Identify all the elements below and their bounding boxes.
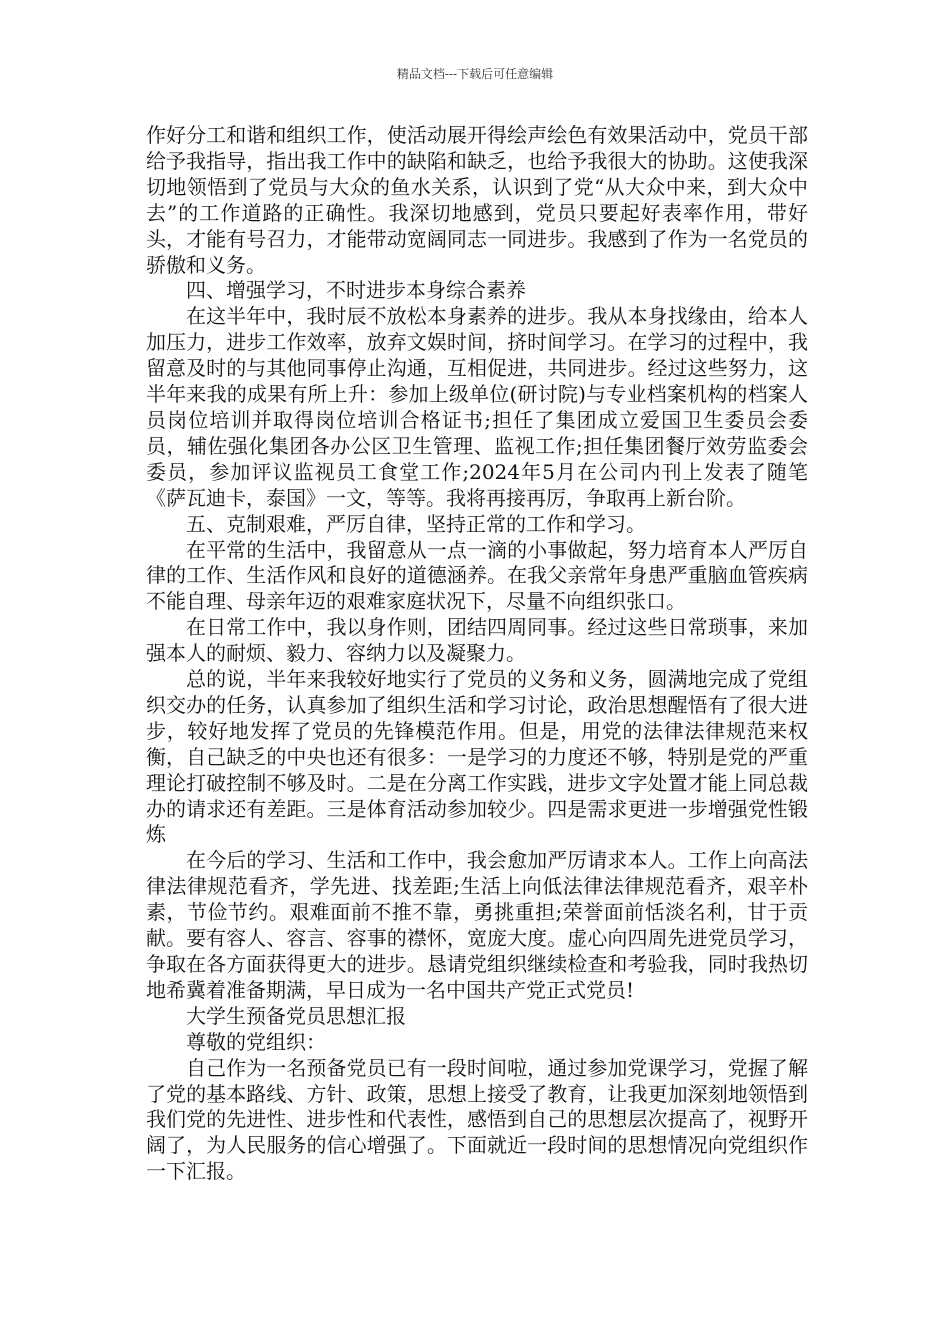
- paragraph: 在这半年中，我时辰不放松本身素养的进步。我从本身找缘由，给本人加压力，进步工作效率，放弃文娱时间，挤时间学习。在学习的过程中，我留意及时的与其他同事停止沟通，互相促进，共同进步。经过这些努力，这半年来我的成果有所上升：参加上级单位(研讨院)与专业档案机构的档案人员岗位培训并取得岗位培训合格证书;担任了集团成立爱国卫生委员会委员，辅佐强化集团各办公区卫生管理、监视工作;担任集团餐厅效劳监委会委员，参加评议监视员工食堂工作;2024年5月在公司内刊上发表了随笔《萨瓦迪卡，泰国》一文，等等。我将再接再厉，争取再上新台阶。: [146, 304, 808, 510]
- salutation: 尊敬的党组织：: [186, 1029, 326, 1054]
- page-header: 精品文档---下载后可任意编辑: [396, 67, 554, 81]
- document-body: [146, 123, 808, 1185]
- paragraph: 在日常工作中，我以身作则，团结四周同事。经过这些日常琐事，来加强本人的耐烦、毅力、容纳力以及凝聚力。: [146, 615, 808, 666]
- section-heading-4: 四、增强学习，不时进步本身综合素养: [186, 278, 526, 303]
- paragraph: 自己作为一名预备党员已有一段时间啦，通过参加党课学习，党握了解了党的基本路线、方针、政策，思想上接受了教育，让我更加深刻地领悟到我们党的先进性、进步性和代表性，感悟到自己的思想层次提高了，视野开阔了，为人民服务的信心增强了。下面就近一段时间的思想情况向党组织作一下汇报。: [146, 1055, 808, 1184]
- paragraph: 在今后的学习、生活和工作中，我会愈加严厉请求本人。工作上向高法律法律规范看齐，学先进、找差距;生活上向低法律法律规范看齐，艰辛朴素，节俭节约。艰难面前不推不靠，勇挑重担;荣誉面前恬淡名利，甘于贡献。要有容人、容言、容事的襟怀，宽庞大度。虚心向四周先进党员学习，争取在各方面获得更大的进步。恳请党组织继续检查和考验我，同时我热切地希冀着准备期满，早日成为一名中国共产党正式党员!: [146, 848, 808, 1002]
- paragraph-continued: 作好分工和谐和组织工作，使活动展开得绘声绘色有效果活动中，党员干部给予我指导，指出我工作中的缺陷和缺乏，也给予我很大的协助。这使我深切地领悟到了党员与大众的鱼水关系，认识到了党“从大众中来，到大众中去”的工作道路的正确性。我深切地感到，党员只要起好表率作用，带好头，才能有号召力，才能带动宽阔同志一同进步。我感到了作为一名党员的骄傲和义务。: [146, 123, 808, 277]
- section-heading-5: 五、克制艰难，严厉自律，坚持正常的工作和学习。: [186, 511, 646, 536]
- report-title: 大学生预备党员思想汇报: [186, 1003, 406, 1028]
- paragraph: 在平常的生活中，我留意从一点一滴的小事做起，努力培育本人严厉自律的工作、生活作风和良好的道德涵养。在我父亲常年身患严重脑血管疾病不能自理、母亲年迈的艰难家庭状况下，尽量不向组织张口。: [146, 537, 808, 614]
- paragraph: 总的说，半年来我较好地实行了党员的义务和义务，圆满地完成了党组织交办的任务，认真参加了组织生活和学习讨论，政治思想醒悟有了很大进步，较好地发挥了党员的先锋模范作用。但是，用党的法律法律规范来权衡，自己缺乏的中央也还有很多：一是学习的力度还不够，特别是党的严重理论打破控制不够及时。二是在分离工作实践，进步文字处置才能上同总裁办的请求还有差距。三是体育活动参加较少。四是需求更进一步增强党性锻炼: [146, 667, 808, 847]
